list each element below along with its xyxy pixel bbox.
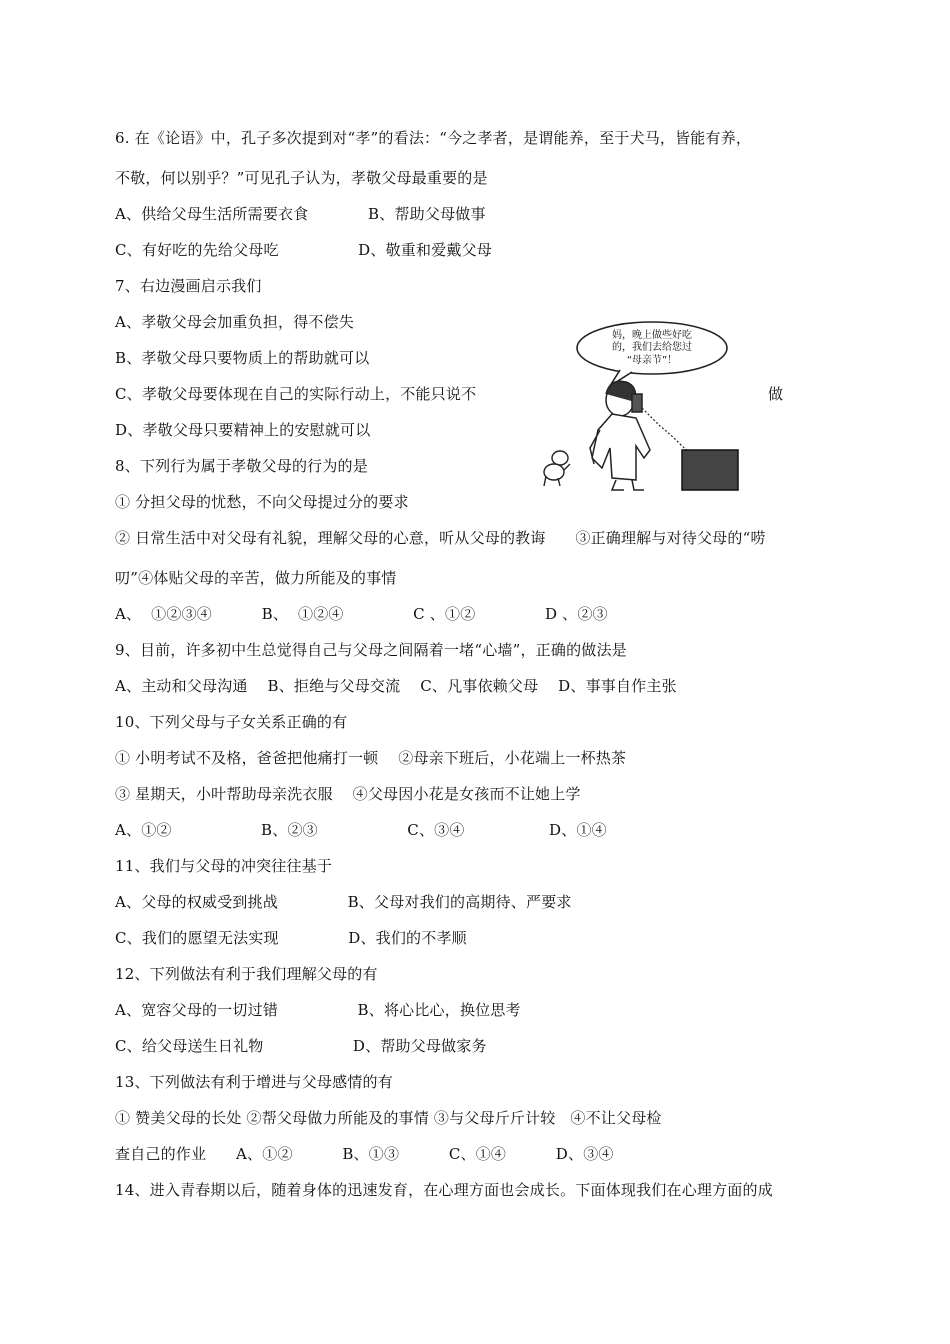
question-14-text: 14、进入青春期以后，随着身体的迅速发育，在心理方面也会成长。下面体现我们在心理方面的成	[115, 1181, 773, 1199]
question-6-line-1	[115, 128, 837, 148]
question-7-option-b: B、孝敬父母只要物质上的帮助就可以	[115, 349, 370, 367]
question-14-line-1	[115, 1180, 837, 1200]
speech-bubble	[577, 322, 727, 386]
question-7-option-c-end: 做	[768, 385, 784, 403]
question-8-item-2: ② 日常生活中对父母有礼貌，理解父母的心意，听从父母的教诲 ③正确理解与对待父母的“唠	[115, 529, 766, 547]
question-12-stem: 12、下列做法有利于我们理解父母的有	[115, 965, 378, 983]
question-8-stem: 8、下列行为属于孝敬父母的行为的是	[115, 457, 368, 475]
question-11-options-ab: A、父母的权威受到挑战 B、父母对我们的高期待、严要求	[115, 893, 572, 911]
question-10-stem: 10、下列父母与子女关系正确的有	[115, 713, 348, 731]
question-8-options: A、 ①②③④ B、 ①②④ C 、①② D 、②③	[115, 605, 608, 623]
small-dog	[544, 451, 570, 486]
telephone-box	[682, 450, 738, 490]
question-12-options-ab: A、宽容父母的一切过错 B、将心比心，换位思考	[115, 1001, 521, 1019]
question-6-options-ab: A、供给父母生活所需要衣食 B、帮助父母做事	[115, 205, 486, 223]
question-10-options: A、①② B、②③ C、③④ D、①④	[115, 821, 607, 839]
question-6-options-cd: C、有好吃的先给父母吃 D、敬重和爱戴父母	[115, 241, 492, 259]
bubble-line-2: 的，我们去给您过	[612, 342, 692, 353]
cartoon-illustration	[540, 318, 750, 498]
bubble-line-1: 妈，晚上做些好吃	[612, 330, 692, 341]
question-7-option-c: C、孝敬父母要体现在自己的实际行动上，不能只说不	[115, 385, 477, 403]
question-8-item-1: ① 分担父母的忧愁，不向父母提过分的要求	[115, 493, 409, 511]
question-7-option-d: D、孝敬父母只要精神上的安慰就可以	[115, 421, 371, 439]
question-13-stem: 13、下列做法有利于增进与父母感情的有	[115, 1073, 393, 1091]
question-6-text-1: 6. 在《论语》中，孔子多次提到对“孝”的看法：“今之孝者，是谓能养，至于犬马，皆能有养，	[115, 129, 752, 147]
question-7-option-a: A、孝敬父母会加重负担，得不偿失	[115, 313, 355, 331]
question-7-stem: 7、右边漫画启示我们	[115, 277, 262, 295]
question-11-options-cd: C、我们的愿望无法实现 D、我们的不孝顺	[115, 929, 467, 947]
question-6-line-2: 不敬，何以别乎？”可见孔子认为，孝敬父母最重要的是	[115, 169, 488, 187]
question-9-options: A、主动和父母沟通 B、拒绝与父母交流 C、凡事依赖父母 D、事事自作主张	[115, 677, 677, 695]
child-on-phone	[590, 381, 650, 490]
question-13-items: ① 赞美父母的长处 ②帮父母做力所能及的事情 ③与父母斤斤计较 ④不让父母检	[115, 1109, 662, 1127]
question-10-item-2: ③ 星期天，小叶帮助母亲洗衣服 ④父母因小花是女孩而不让她上学	[115, 785, 581, 803]
question-8-item-3: 叨”④体贴父母的辛苦，做力所能及的事情	[115, 569, 397, 587]
question-9-stem: 9、目前，许多初中生总觉得自己与父母之间隔着一堵“心墙”，正确的做法是	[115, 641, 627, 659]
bubble-line-3: “母亲节”！	[626, 355, 678, 366]
question-11-stem: 11、我们与父母的冲突往往基于	[115, 857, 333, 875]
question-10-item-1: ① 小明考试不及格，爸爸把他痛打一顿 ②母亲下班后，小花端上一杯热茶	[115, 749, 627, 767]
question-13-options: 查自己的作业 A、①② B、①③ C、①④ D、③④	[115, 1145, 614, 1163]
question-12-options-cd: C、给父母送生日礼物 D、帮助父母做家务	[115, 1037, 487, 1055]
